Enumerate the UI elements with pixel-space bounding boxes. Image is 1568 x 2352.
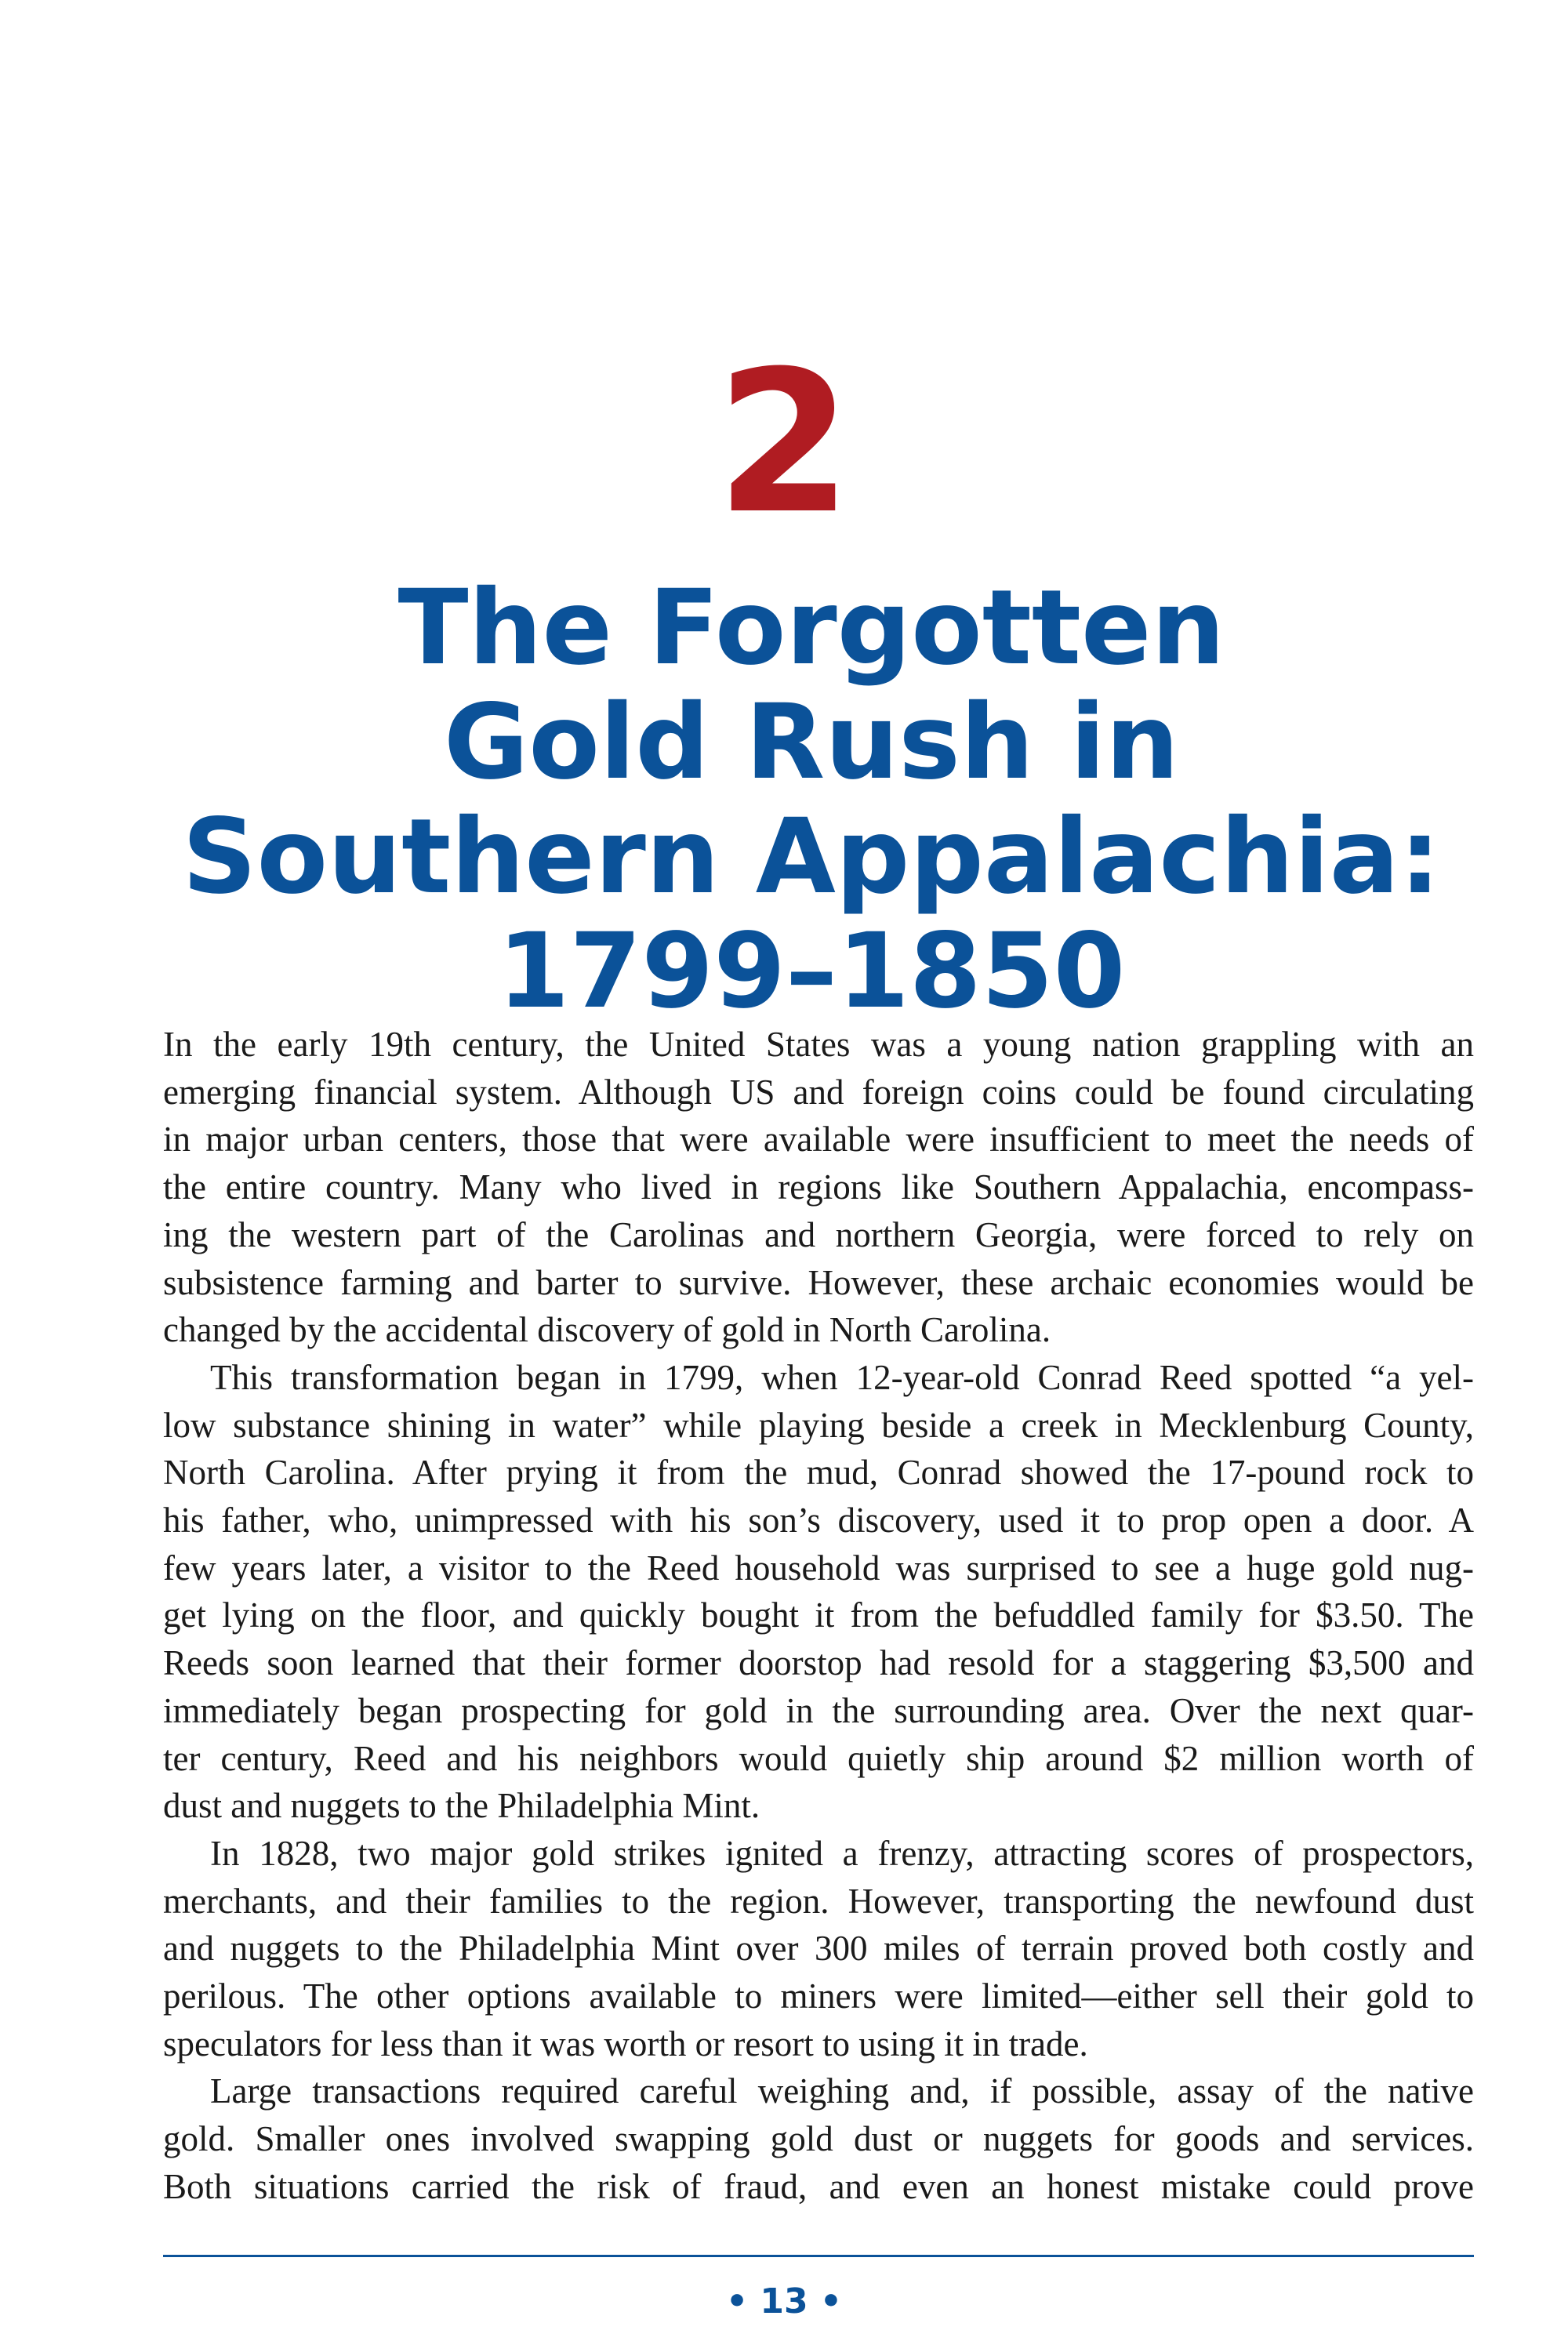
paragraph (163, 1830, 1474, 2068)
text-line: merchants, and their families to the region. However, transporting the newfound dust (163, 1881, 1474, 1921)
paragraph (163, 1021, 1474, 1354)
text-line: changed by the accidental discovery of gold in North Carolina. (163, 1310, 1051, 1350)
text-line: ing the western part of the Carolinas and northern Georgia, were forced to rely on (163, 1214, 1474, 1254)
paragraph (163, 2067, 1474, 2210)
text-line: and nuggets to the Philadelphia Mint over 300 miles of terrain proved both costly and (163, 1929, 1474, 1969)
chapter-number: 2 (716, 328, 852, 557)
text-line: few years later, a visitor to the Reed household was surprised to see a huge gold nug- (163, 1548, 1474, 1588)
footer-divider (163, 2255, 1474, 2257)
text-line: his father, who, unimpressed with his son’s discovery, used it to prop open a door. A (163, 1501, 1474, 1541)
text-line: In 1828, two major gold strikes ignited a frenzy, attracting scores of prospectors, (210, 1833, 1474, 1873)
text-line: the entire country. Many who lived in regions like Southern Appalachia, encompass- (163, 1167, 1474, 1207)
text-line: perilous. The other options available to miners were limited—either sell their gold to (163, 1976, 1474, 2016)
text-line: This transformation began in 1799, when 12-year-old Conrad Reed spotted “a yel- (210, 1357, 1474, 1397)
text-line: get lying on the floor, and quickly bought it from the befuddled family for $3.50. The (163, 1595, 1474, 1635)
text-line: subsistence farming and barter to survive. However, these archaic economies would be (163, 1262, 1474, 1302)
text-line: emerging financial system. Although US and foreign coins could be found circulating (163, 1072, 1474, 1112)
chapter-title-line: Gold Rush in (443, 682, 1180, 803)
text-line: dust and nuggets to the Philadelphia Mint. (163, 1786, 760, 1826)
text-line: low substance shining in water” while playing beside a creek in Mecklenburg County, (163, 1405, 1474, 1445)
chapter-title-line: Southern Appalachia: (182, 797, 1441, 917)
chapter-title-line: 1799–1850 (497, 911, 1126, 1032)
text-line: Large transactions required careful weighing and, if possible, assay of the native (210, 2071, 1474, 2111)
text-line: North Carolina. After prying it from the mud, Conrad showed the 17-pound rock to (163, 1453, 1474, 1493)
body-text (163, 1021, 1474, 2211)
chapter-title (118, 568, 1505, 1032)
text-line: in major urban centers, those that were available were insufficient to meet the needs of (163, 1120, 1474, 1160)
text-line: immediately began prospecting for gold in the surrounding area. Over the next quar- (163, 1690, 1474, 1730)
chapter-title-line: The Forgotten (397, 568, 1225, 688)
text-line: In the early 19th century, the United States was a young nation grappling with an (163, 1025, 1474, 1064)
text-line: speculators for less than it was worth or resort to using it in trade. (163, 2024, 1088, 2063)
text-line: ter century, Reed and his neighbors would quietly ship around $2 million worth of (163, 1738, 1474, 1778)
page-number: • 13 • (725, 2281, 843, 2321)
paragraph (163, 1354, 1474, 1830)
text-line: Reeds soon learned that their former doorstop had resold for a staggering $3,500 and (163, 1643, 1474, 1683)
text-line: Both situations carried the risk of fraud, and even an honest mistake could prove (163, 2166, 1474, 2206)
text-line: gold. Smaller ones involved swapping gold dust or nuggets for goods and services. (163, 2119, 1474, 2159)
